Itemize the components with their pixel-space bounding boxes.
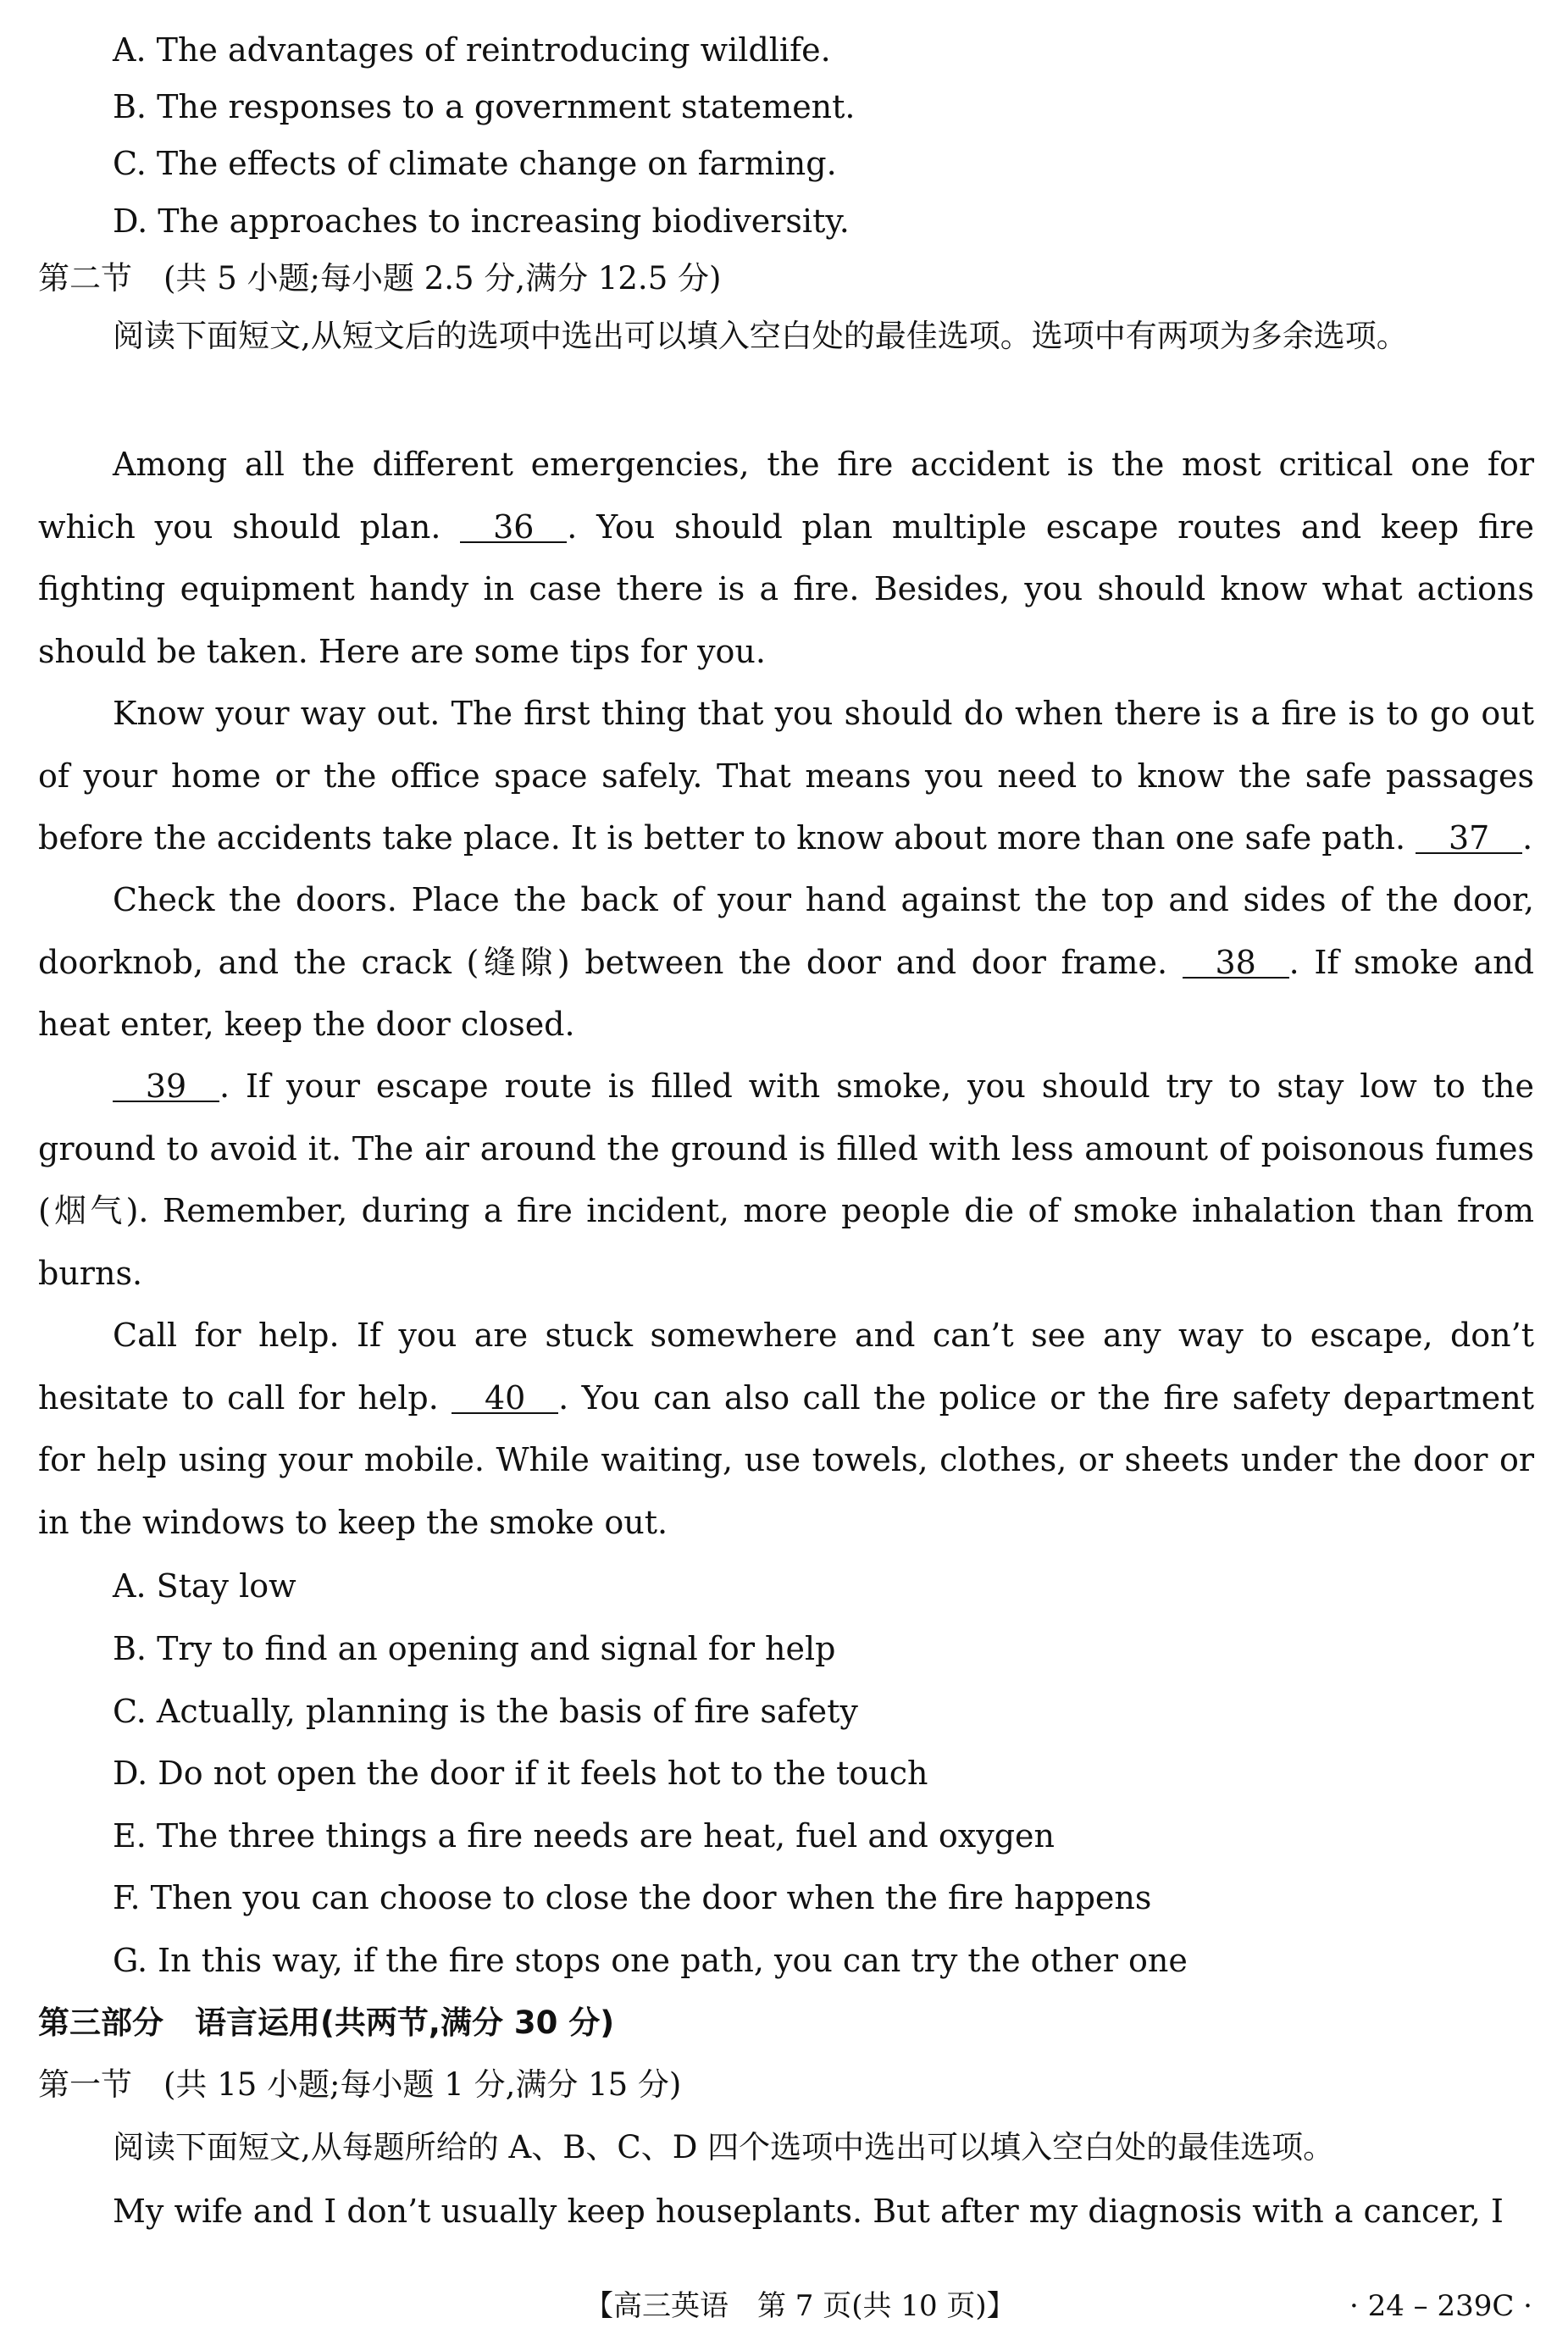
page-footer-code: · 24 – 239C · [1349,2289,1532,2323]
paragraph-text: Check the doors. Place the back of your hand against the top and sides of the door, doorknob, and the crack (缝隙) between the door and door frame. [38,881,1534,981]
part3-passage-start: My wife and I don’t usually keep houseplants. But after my diagnosis with a cancer, I [113,2193,1504,2230]
blank-37[interactable]: 37 [1416,823,1522,854]
paragraph-text: . You should plan multiple escape routes and keep fire fighting equipment handy in case there is a fire. Besides, you should know what actions should be taken. Here are some tips for you. [38,507,1534,670]
passage-paragraph-2 [38,683,1534,870]
paragraph-text: . If your escape route is filled with smoke, you should try to stay low to the ground to avoid it. The air around the ground is filled with less amount of poisonous fumes (烟气). Remember, during a fire incident, more people die of smoke inhalation than from burns. [38,1067,1534,1292]
option-d: D. The approaches to increasing biodiversity. [113,202,850,240]
section2-heading: 第二节 (共 5 小题;每小题 2.5 分,满分 12.5 分) [38,260,722,297]
paragraph-text: . [1522,819,1533,857]
choice-a: A. Stay low [113,1567,296,1605]
paragraph-text: Call for help. If you are stuck somewhere and can’t see any way to escape, don’t hesitate to call for help. [38,1317,1534,1417]
page-footer-label: 【高三英语 第 7 页(共 10 页)】 [585,2289,1016,2323]
choice-e: E. The three things a fire needs are heat, fuel and oxygen [113,1817,1055,1855]
blank-36[interactable]: 36 [460,513,567,543]
paragraph-text: . If smoke and heat enter, keep the door closed. [38,943,1534,1043]
choice-b: B. Try to find an opening and signal for help [113,1630,836,1667]
part3-instruction: 阅读下面短文,从每题所给的 A、B、C、D 四个选项中选出可以填入空白处的最佳选项。 [113,2129,1335,2165]
blank-39[interactable]: 39 [113,1072,219,1102]
paragraph-text: Among all the different emergencies, the fire accident is the most critical one for which you should plan. [38,446,1534,546]
choice-c: C. Actually, planning is the basis of fire safety [113,1693,858,1730]
blank-40[interactable]: 40 [452,1383,558,1414]
blank-38[interactable]: 38 [1183,948,1289,979]
paragraph-text: . You can also call the police or the fire safety department for help using your mobile. While waiting, use towels, clothes, or sheets under the door or in the windows to keep the smoke out. [38,1378,1534,1541]
passage-paragraph-5 [38,1305,1534,1554]
part3-heading: 第三部分 语言运用(共两节,满分 30 分) [38,2004,615,2041]
choice-d: D. Do not open the door if it feels hot to the touch [113,1755,928,1792]
option-a: A. The advantages of reintroducing wildlife. [113,31,831,69]
passage-paragraph-3 [38,869,1534,1056]
passage-paragraph-4 [38,1056,1534,1305]
section2-instruction: 阅读下面短文,从短文后的选项中选出可以填入空白处的最佳选项。选项中有两项为多余选项。 [113,318,1408,354]
option-c: C. The effects of climate change on farming. [113,145,837,182]
choice-f: F. Then you can choose to close the door when the fire happens [113,1879,1152,1916]
part3-section1-heading: 第一节 (共 15 小题;每小题 1 分,满分 15 分) [38,2066,682,2103]
option-b: B. The responses to a government statement. [113,88,856,125]
passage-paragraph-1 [38,434,1534,683]
choice-g: G. In this way, if the fire stops one path, you can try the other one [113,1942,1188,1979]
paragraph-text: Know your way out. The first thing that you should do when there is a fire is to go out of your home or the office space safely. That means you need to know the safe passages before the accidents take place. It is better to know about more than one safe path. [38,695,1534,857]
